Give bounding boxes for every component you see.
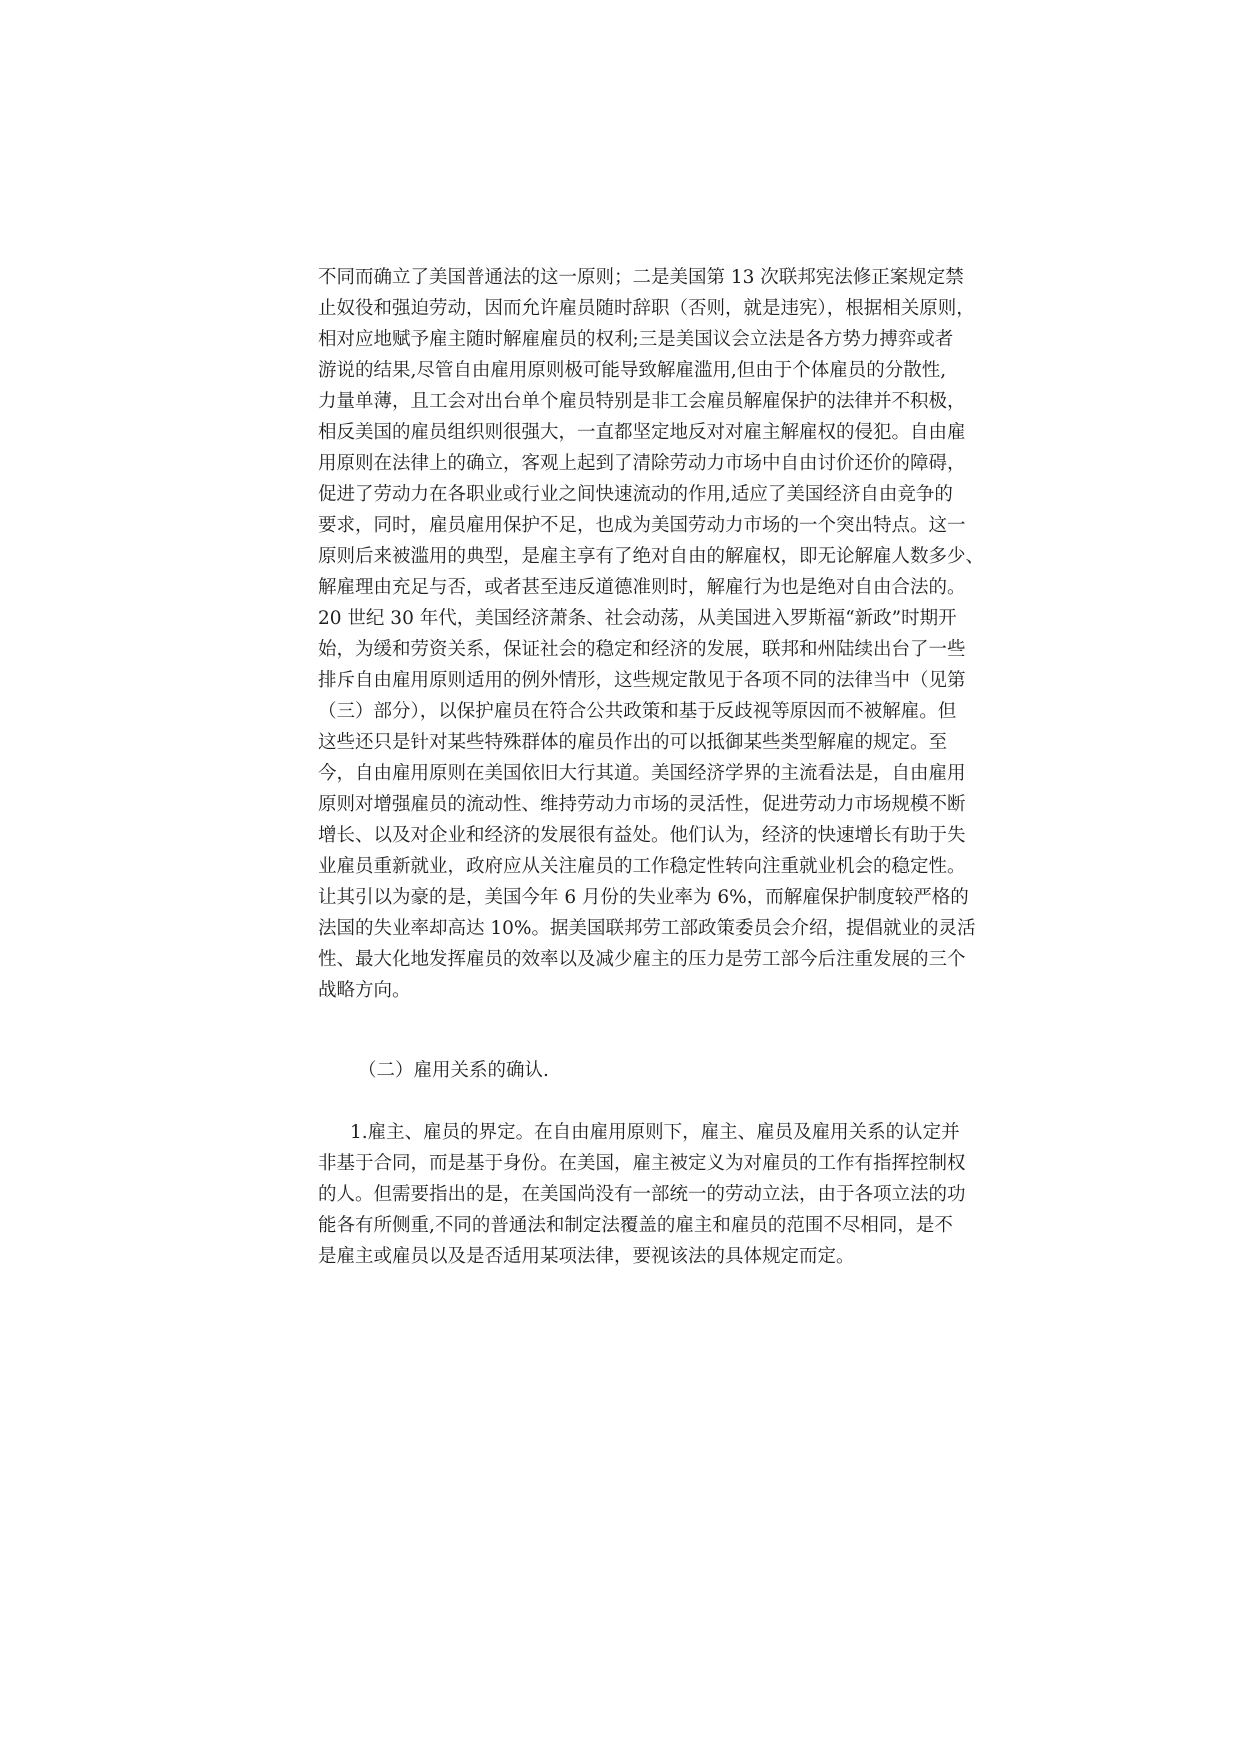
paragraph-line: 解雇理由充足与否，或者甚至违反道德准则时，解雇行为也是绝对自由合法的。 [318, 577, 966, 598]
paragraph-line: 非基于合同，而是基于身份。在美国，雇主被定义为对雇员的工作有指挥控制权 [318, 1153, 966, 1174]
paragraph-line: 原则对增强雇员的流动性、维持劳动力市场的灵活性，促进劳动力市场规模不断 [318, 794, 966, 815]
paragraph-line: 相对应地赋予雇主随时解雇雇员的权利;三是美国议会立法是各方势力搏弈或者 [318, 329, 954, 350]
paragraph-line: 的人。但需要指出的是，在美国尚没有一部统一的劳动立法，由于各项立法的功 [318, 1184, 966, 1205]
paragraph-line: 20 世纪 30 年代，美国经济萧条、社会动荡，从美国进入罗斯福“新政”时期开 [318, 608, 957, 629]
paragraph-line: 力量单薄，且工会对出台单个雇员特别是非工会雇员解雇保护的法律并不积极， [318, 391, 966, 412]
paragraph-line: 原则后来被滥用的典型，是雇主享有了绝对自由的解雇权，即无论解雇人数多少、 [318, 546, 985, 567]
paragraph-line: 相反美国的雇员组织则很强大，一直都坚定地反对对雇主解雇权的侵犯。自由雇 [318, 422, 966, 443]
paragraph-line: 游说的结果,尽管自由雇用原则极可能导致解雇滥用,但由于个体雇员的分散性, [318, 360, 947, 381]
paragraph-line: 始，为缓和劳资关系，保证社会的稳定和经济的发展，联邦和州陆续出台了一些 [318, 639, 966, 660]
paragraph-line: 这些还只是针对某些特殊群体的雇员作出的可以抵御某些类型解雇的规定。至 [318, 732, 948, 753]
paragraph-line: 是雇主或雇员以及是否适用某项法律，要视该法的具体规定而定。 [318, 1246, 855, 1267]
paragraph-line: 战略方向。 [318, 980, 411, 1001]
paragraph-line: 今，自由雇用原则在美国依旧大行其道。美国经济学界的主流看法是，自由雇用 [318, 763, 966, 784]
body-paragraph [318, 1117, 966, 1272]
paragraph-line: 性、最大化地发挥雇员的效率以及减少雇主的压力是劳工部今后注重发展的三个 [318, 949, 966, 970]
paragraph-line: 能各有所侧重,不同的普通法和制定法覆盖的雇主和雇员的范围不尽相同，是不 [318, 1215, 953, 1236]
section-heading: （二）雇用关系的确认. [358, 1060, 549, 1081]
paragraph-line: 排斥自由雇用原则适用的例外情形，这些规定散见于各项不同的法律当中（见第 [318, 670, 966, 691]
paragraph-line: 增长、以及对企业和经济的发展很有益处。他们认为，经济的快速增长有助于失 [318, 825, 966, 846]
paragraph-line: 用原则在法律上的确立，客观上起到了清除劳动力市场中自由讨价还价的障碍， [318, 453, 966, 474]
paragraph-line: 业雇员重新就业，政府应从关注雇员的工作稳定性转向注重就业机会的稳定性。 [318, 856, 966, 877]
paragraph-line: 1.雇主、雇员的界定。在自由雇用原则下，雇主、雇员及雇用关系的认定并 [350, 1122, 960, 1143]
paragraph-line: 不同而确立了美国普通法的这一原则；二是美国第 13 次联邦宪法修正案规定禁 [318, 267, 964, 288]
paragraph-line: 促进了劳动力在各职业或行业之间快速流动的作用,适应了美国经济自由竞争的 [318, 484, 953, 505]
paragraph-line: 让其引以为豪的是，美国今年 6 月份的失业率为 6%，而解雇保护制度较严格的 [318, 887, 969, 908]
paragraph-line: 法国的失业率却高达 10%。据美国联邦劳工部政策委员会介绍，提倡就业的灵活 [318, 918, 976, 939]
paragraph-line: 要求，同时，雇员雇用保护不足，也成为美国劳动力市场的一个突出特点。这一 [318, 515, 966, 536]
paragraph-line: 止奴役和强迫劳动，因而允许雇员随时辞职（否则，就是违宪），根据相关原则， [318, 298, 975, 319]
body-paragraph [318, 262, 985, 1006]
paragraph-line: （三）部分），以保护雇员在符合公共政策和基于反歧视等原因而不被解雇。但 [318, 701, 957, 722]
